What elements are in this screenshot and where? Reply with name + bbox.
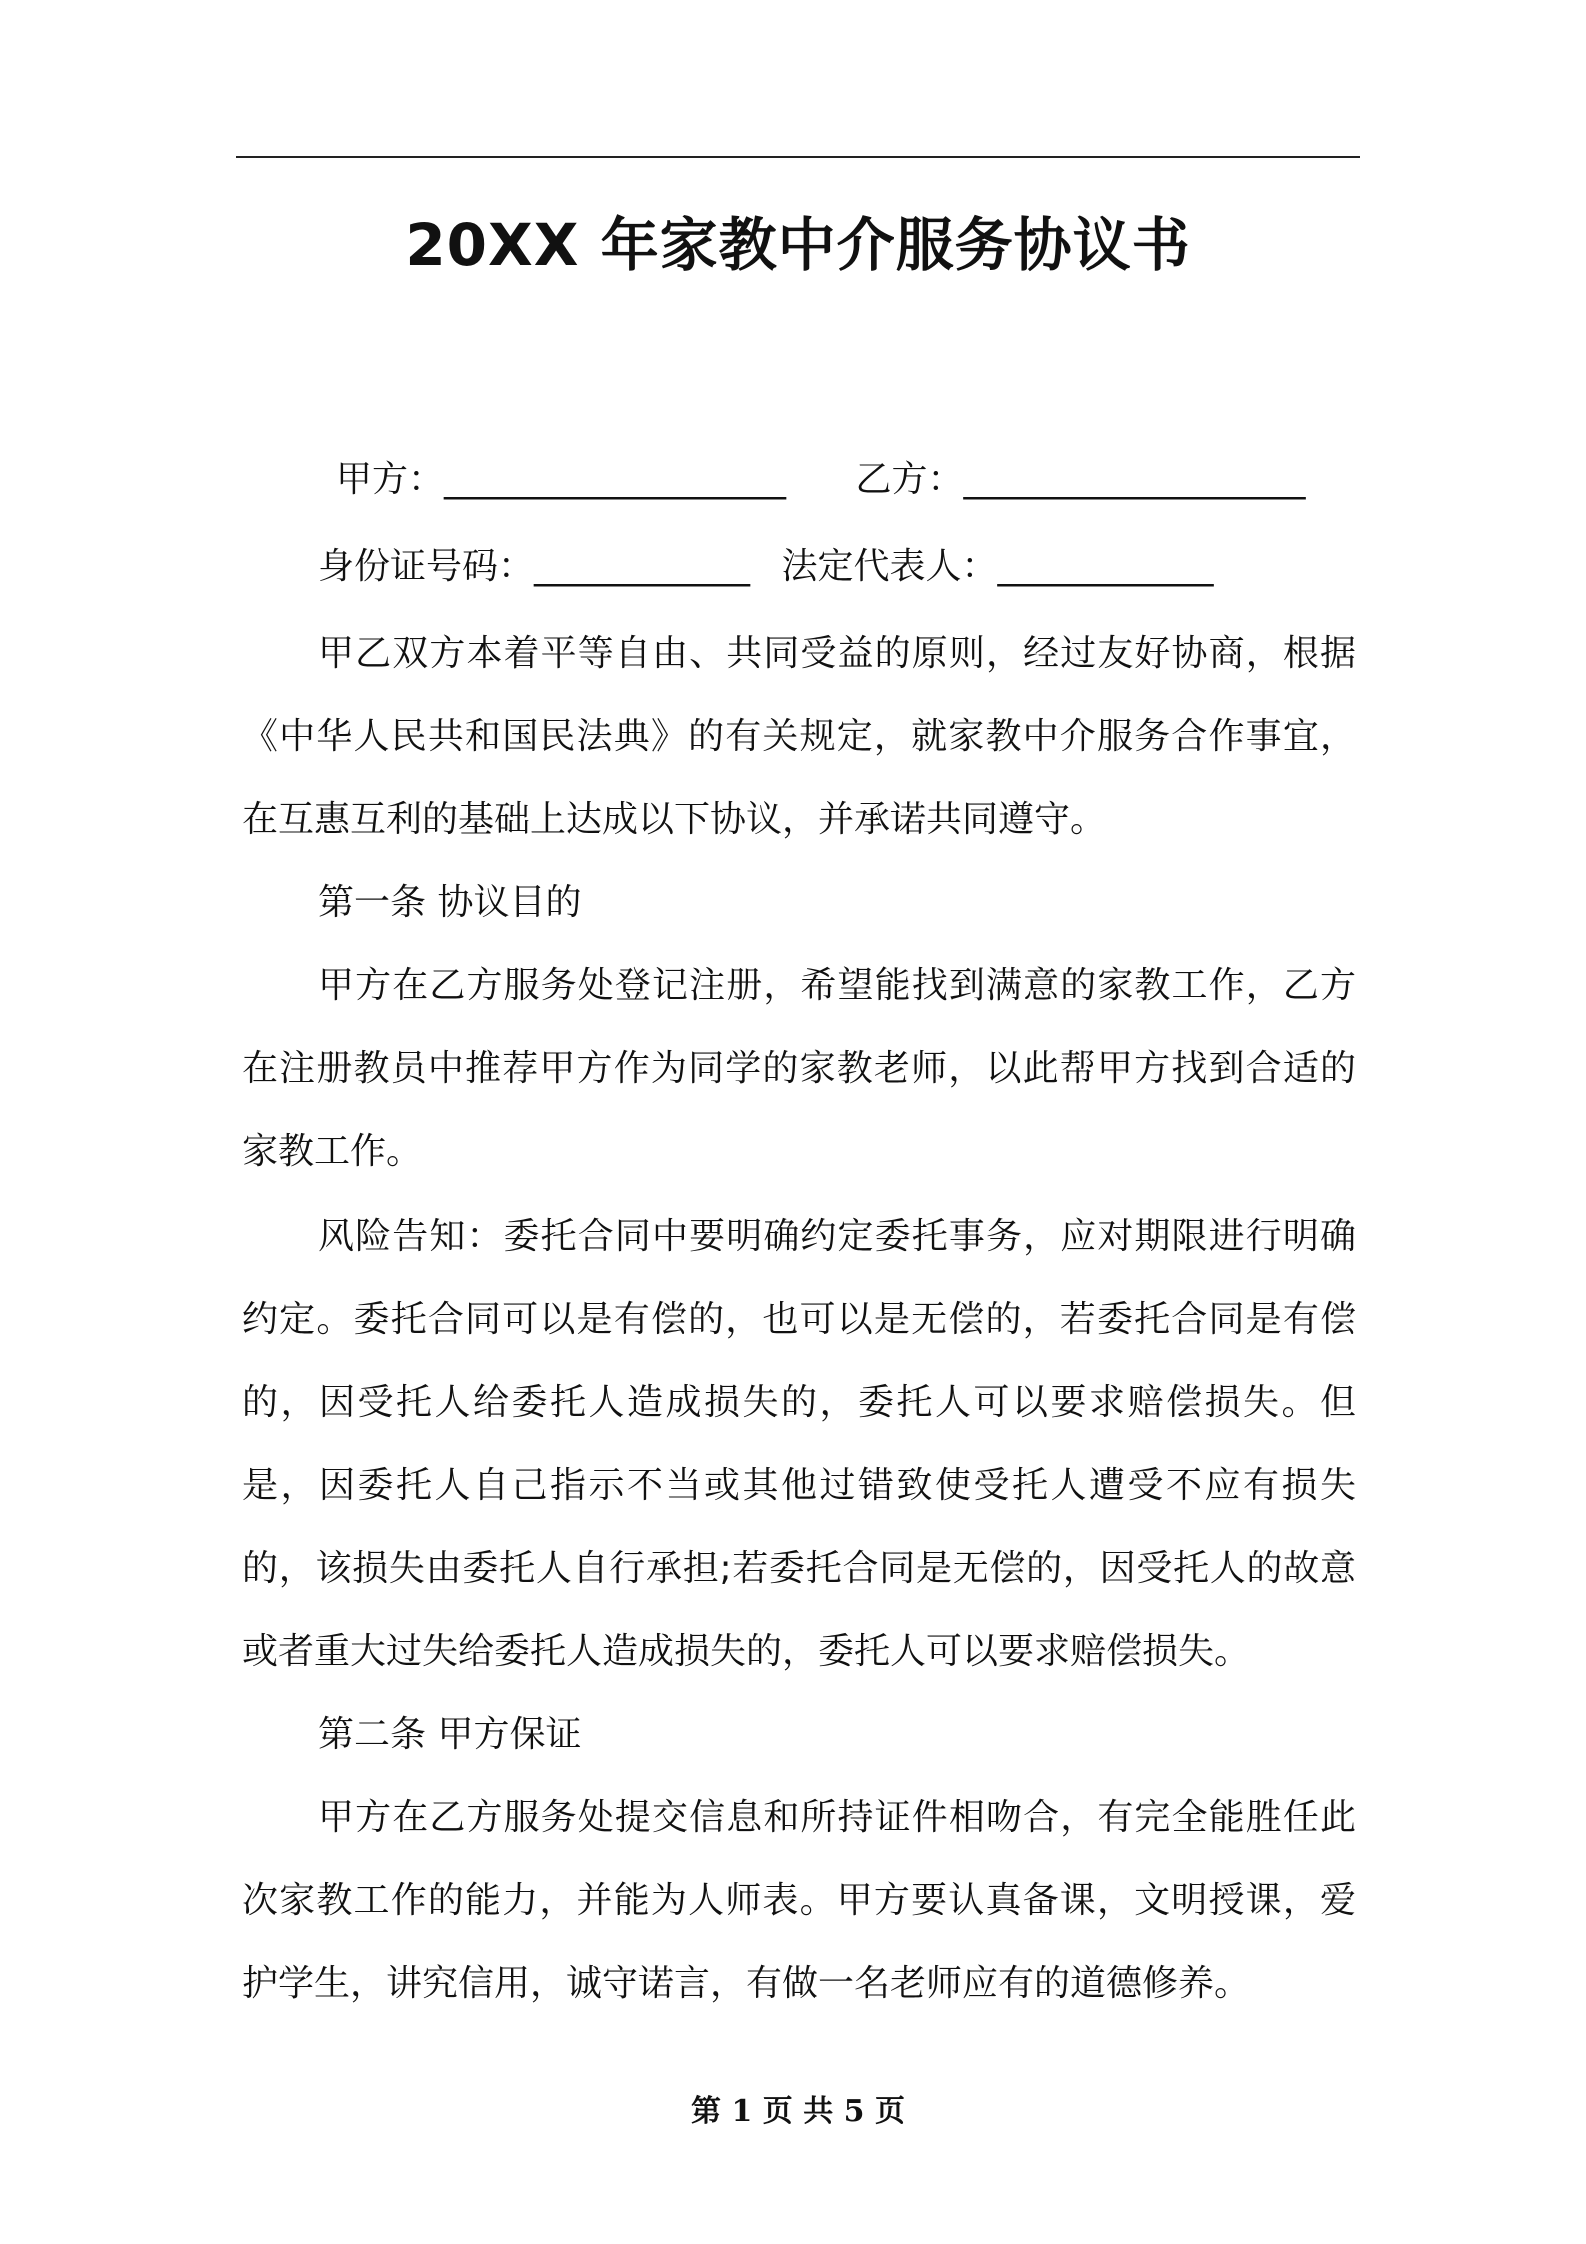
article-2-paragraph: 甲方在乙方服务处提交信息和所持证件相吻合，有完全能胜任此次家教工作的能力，并能为人师表。甲方要认真备课，文明授课，爱护学生，讲究信用，诚守诺言，有做一名老师应有的道德修养。 <box>242 1797 1356 2004</box>
party-a-field: 甲方：___________________ <box>336 459 787 500</box>
party-b-field: 乙方：___________________ <box>855 459 1306 500</box>
agreement-body <box>242 612 1356 2025</box>
id-number-field: 身份证号码：____________ <box>318 546 751 587</box>
risk-notice-paragraph: 风险告知：委托合同中要明确约定委托事务，应对期限进行明确约定。委托合同可以是有偿的，也可以是无偿的，若委托合同是有偿的，因受托人给委托人造成损失的，委托人可以要求赔偿损失。但是，因委托人自己指示不当或其他过错致使受托人遭受不应有损失的，该损失由委托人自行承担;若委托合同是无偿的，因受托人的故意或者重大过失给委托人造成损失的，委托人可以要求赔偿损失。 <box>242 1216 1356 1672</box>
party-row <box>336 454 1305 506</box>
article-2-heading: 第二条 甲方保证 <box>318 1714 582 1755</box>
page-number-footer: 第 1 页 共 5 页 <box>691 2094 905 2129</box>
document-title: 20XX 年家教中介服务协议书 <box>405 211 1191 279</box>
article-1-heading: 第一条 协议目的 <box>318 882 582 923</box>
legal-rep-field: 法定代表人：____________ <box>781 546 1214 587</box>
preamble-paragraph: 甲乙双方本着平等自由、共同受益的原则，经过友好协商，根据《中华人民共和国民法典》的有关规定，就家教中介服务合作事宜，在互惠互利的基础上达成以下协议，并承诺共同遵守。 <box>242 633 1356 840</box>
header-rule <box>236 156 1360 158</box>
article-1-paragraph: 甲方在乙方服务处登记注册，希望能找到满意的家教工作，乙方在注册教员中推荐甲方作为同学的家教老师，以此帮甲方找到合适的家教工作。 <box>242 965 1356 1172</box>
id-row <box>318 541 1213 593</box>
